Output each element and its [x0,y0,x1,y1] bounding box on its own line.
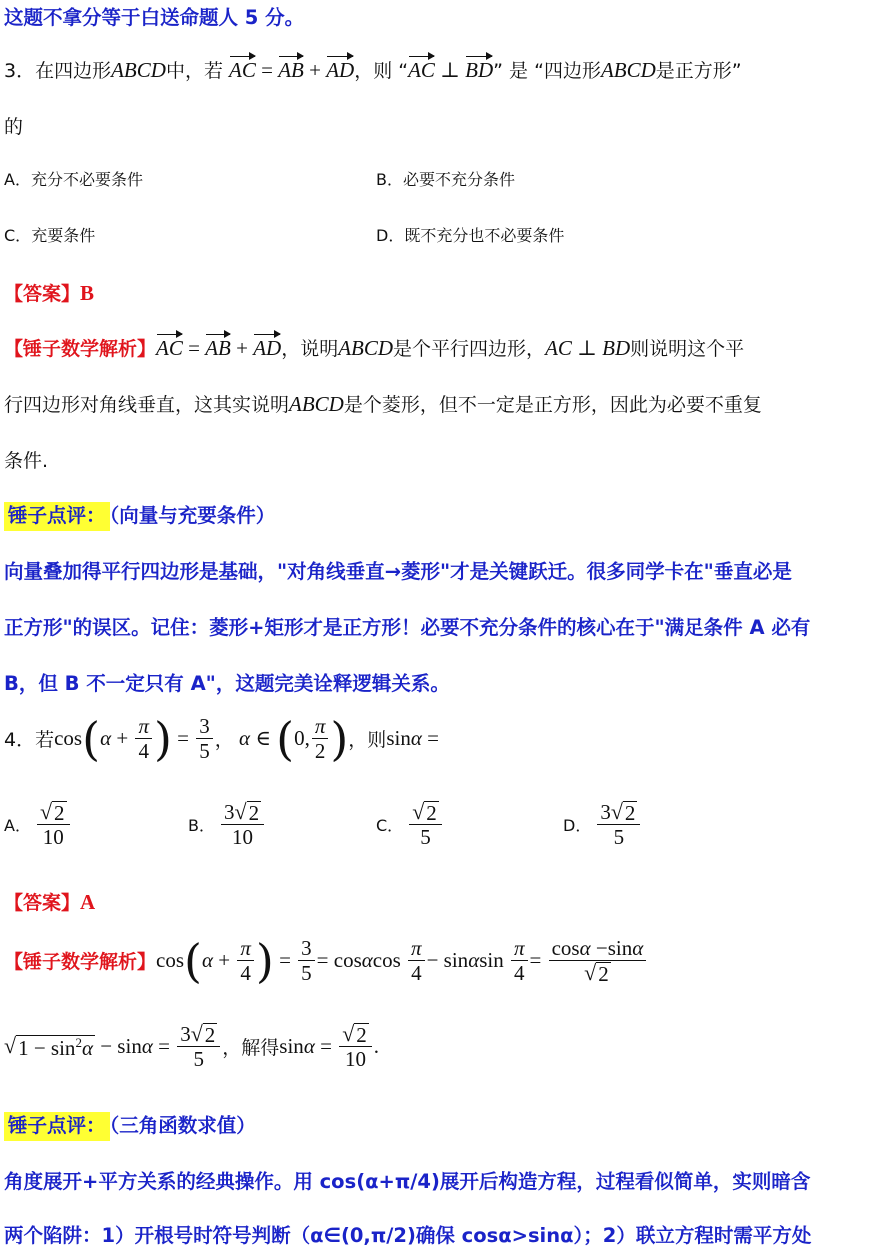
q4-analysis-label: 【锤子数学解析】 [4,951,157,974]
q3-comment-line: B，但 B 不一定只有 A"，这题完美诠释逻辑关系。 [4,672,450,695]
q3-stem-is: ” 是 “四边形 [493,60,601,82]
q3-option-b: B．必要不充分条件 [376,170,515,189]
q3-stem-then: ，则 “ [354,60,409,82]
q4-analysis-line-1: 【锤子数学解析】 cos ( α + $\frac{\pi}{4}$ ) = $\frac{3}{5}$ = cos α cos $\frac{\pi}{4}$ − sin α sin $\frac{\pi}{4}$ = cosα −sinα √ 2 [4,936,866,985]
q3-comment-line: 向量叠加得平行四边形是基础，"对角线垂直→菱形"才是关键跃迁。很多同学卡在"垂直必是 [4,560,792,583]
q4-option-c: C． √ 2 5 [376,800,444,849]
q3-comment-heading [4,500,866,528]
q4-stem: 4． 若 cos ( α + $\frac{\pi}{4}$ ) = $\frac{3}{5}$ ， α ∈ ( 0, $\frac{\pi}{2}$ ) ，则 sin α = [4,711,439,766]
q3-analysis-line-2: 行四边形对角线垂直，这其实说明ABCD是个菱形，但不一定是正方形，因此为必要不重复 [4,392,762,416]
q4-answer [4,888,866,915]
q4-comment-line: 角度展开+平方关系的经典操作。用 cos(α+π/4)展开后构造方程，过程看似简单，实则暗含 [4,1170,811,1193]
q4-analysis-line-2: √ $1 - \sin^2\alpha$ − sin α = 3 √ 2 5 ，解得 sin α = √ 2 10 . [4,1021,380,1072]
q3-answer-label: 【答案】 [4,283,81,305]
q3-stem-mid: 中，若 [165,60,223,82]
q4-comment-topic: （三角函数求值） [109,1114,256,1137]
q3-analysis-line-1: 【锤子数学解析】AC = AB + AD，说明ABCD是个平行四边形，AC ⊥ BD则说明这个平 [4,336,745,360]
q3-comment-label: 锤子点评： [4,502,110,531]
q3-option-a: A．充分不必要条件 [4,170,143,189]
q3-stem [4,56,866,83]
q3-comment-line: 正方形"的误区。记住：菱形+矩形才是正方形！必要不充分条件的核心在于"满足条件 A 必有 [4,616,811,639]
q3-stem-square: 是正方形” [655,60,742,82]
q4-option-d: D． 3 √ 2 5 [563,800,642,849]
q4-comment-label: 锤子点评： [4,1112,110,1141]
q3-perp-condition: AC ⊥ BD [408,58,494,82]
q3-stem-tail: 的 [4,116,24,138]
q3-analysis-line-3: 条件. [4,450,49,472]
q4-comment-heading [4,1110,866,1138]
q4-option-b: B． 3 √ 2 10 [188,800,266,849]
q3-analysis-label: 【锤子数学解析】 [4,338,157,360]
q4-answer-value: A [80,890,96,914]
q4-number: 4． [4,729,36,752]
q3-quad: ABCD [111,58,166,82]
q4-option-a: A． √ 2 10 [4,800,72,849]
q3-option-d: D．既不充分也不必要条件 [376,226,565,245]
q4-stem-prefix: 若 [35,729,55,752]
intro-remark: 这题不拿分等于白送命题人 5 分。 [4,6,305,29]
q4-comment-line: 两个陷阱：1）开根号时符号判断（α∈(0,π/2)确保 cosα>sinα）；2）联立方程时需平方处 [4,1224,812,1247]
q3-number: 3． [4,60,36,82]
q3-stem-prefix: 在四边形 [35,60,112,82]
q3-answer [4,279,866,306]
q3-answer-value: B [80,281,95,305]
q3-vector-equation: AC = AB + AD [229,58,355,82]
q3-quad-2: ABCD [600,58,656,82]
q3-comment-topic: （向量与充要条件） [109,504,276,527]
q3-option-c: C．充要条件 [4,226,96,245]
q4-answer-label: 【答案】 [4,892,81,914]
